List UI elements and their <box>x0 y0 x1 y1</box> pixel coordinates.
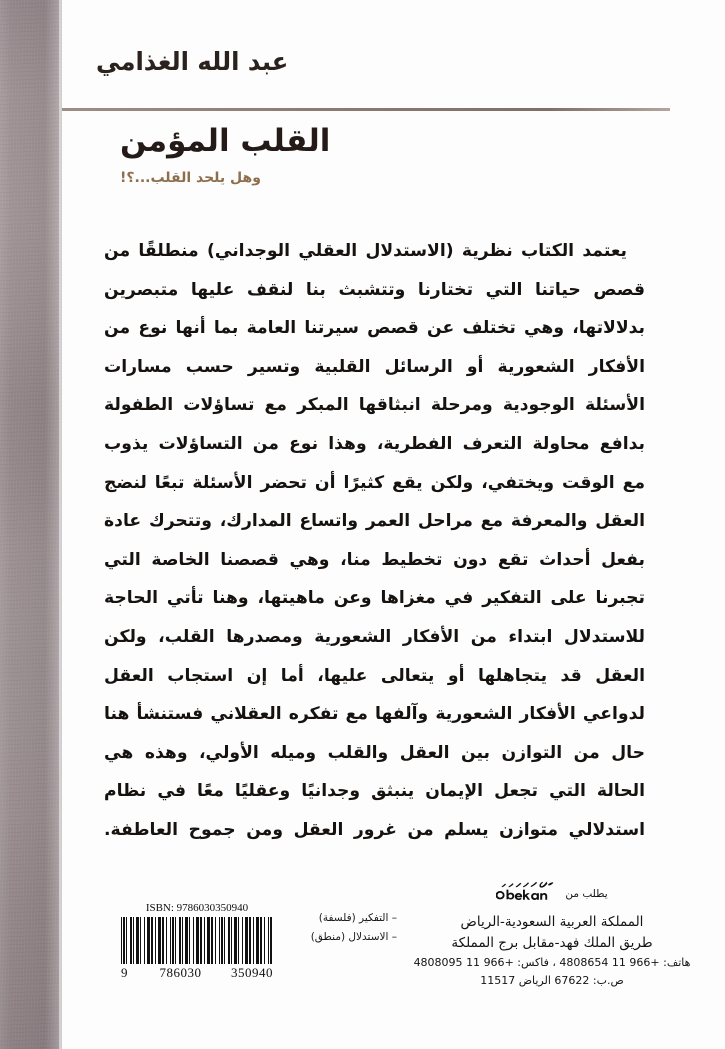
author-line <box>90 48 670 76</box>
publisher-po-box-line: ص.ب: 67622 الرياض 11517 <box>480 974 624 987</box>
publisher-request-label: يطلب من <box>565 887 608 900</box>
book-title: القلب المؤمن <box>120 123 331 159</box>
publisher-address-line-2: طريق الملك فهد-مقابل برج المملكة <box>451 935 653 951</box>
category-item-thinking: – التفكير (فلسفة) <box>318 912 397 924</box>
category-keywords <box>287 909 397 947</box>
spine-texture <box>0 0 62 1049</box>
author-name: عبد الله الغذامي <box>95 47 289 76</box>
obekan-logo-icon <box>496 878 558 909</box>
publisher-contact-line: هاتف: +966 11 4808654 ، فاكس: +966 11 4808095 <box>413 956 691 969</box>
title-block <box>120 122 670 187</box>
book-spine-strip <box>0 0 62 1049</box>
isbn-barcode-block <box>117 902 277 981</box>
back-cover-blurb: يعتمد الكتاب نظرية (الاستدلال العقلي الوجداني) منطلقًا من قصص حياتنا التي تختارنا وتتشبث بنا لنقف عليها متبصرين بدلالاتها، وهي تختلف عن قصص سيرتنا العامة بما أنها نوع من الأفكار الشعورية أو الرسائل القلبية وتسير حسب مسارات الأسئلة الوجودية ومرحلة انبثاقها المبكر مع تساؤلات الطفولة بدافع محاولة التعرف الفطرية، وهذا نوع من التساؤلات يذوب مع الوقت ويختفي، ولكن يقع كثيرًا أن تحضر الأسئلة تبعًا لنضج العقل والمعرفة مع مراحل العمر واتساع المدارك، وتتحرك عادة بفعل أحداث تقع دون تخطيط منا، وهي قصصنا الخاصة التي تجبرنا على التفكير في مغزاها وعن ماهيتها، وهنا تأتي الحاجة للاستدلال ابتداء من الأفكار الشعورية ومصدرها القلب، ولكن العقل قد يتجاهلها أو يتعالى عليها، أما إن استجاب العقل لدواعي الأفكار الشعورية وآلفها مع تفكره العقلاني فستنشأ هنا حال من التوازن بين العقل والقلب وميله الأولي، وهذه هي الحالة التي تجعل الإيمان ينبثق وجدانيًا وعقليًا معًا في نظام استدلالي متوازن يسلم من غرور العقل ومن جموح العاطفة. <box>104 241 645 840</box>
publisher-block <box>407 878 697 990</box>
header-divider-rule <box>62 108 670 111</box>
barcode-left-group: 786030 <box>159 965 202 980</box>
book-subtitle: وهل يلحد القلب...؟! <box>120 169 261 186</box>
publisher-address-line-1: المملكة العربية السعودية-الرياض <box>460 914 644 930</box>
barcode-image <box>121 917 273 964</box>
barcode-digits <box>121 965 273 981</box>
isbn-label: ISBN: 9786030350940 <box>145 902 249 914</box>
bottom-info-band <box>62 874 725 1049</box>
barcode-right-group: 350940 <box>231 965 273 980</box>
publisher-logo-row <box>407 878 697 909</box>
barcode-lead-digit: 9 <box>121 965 128 980</box>
category-item-inference: – الاستدلال (منطق) <box>310 931 397 943</box>
